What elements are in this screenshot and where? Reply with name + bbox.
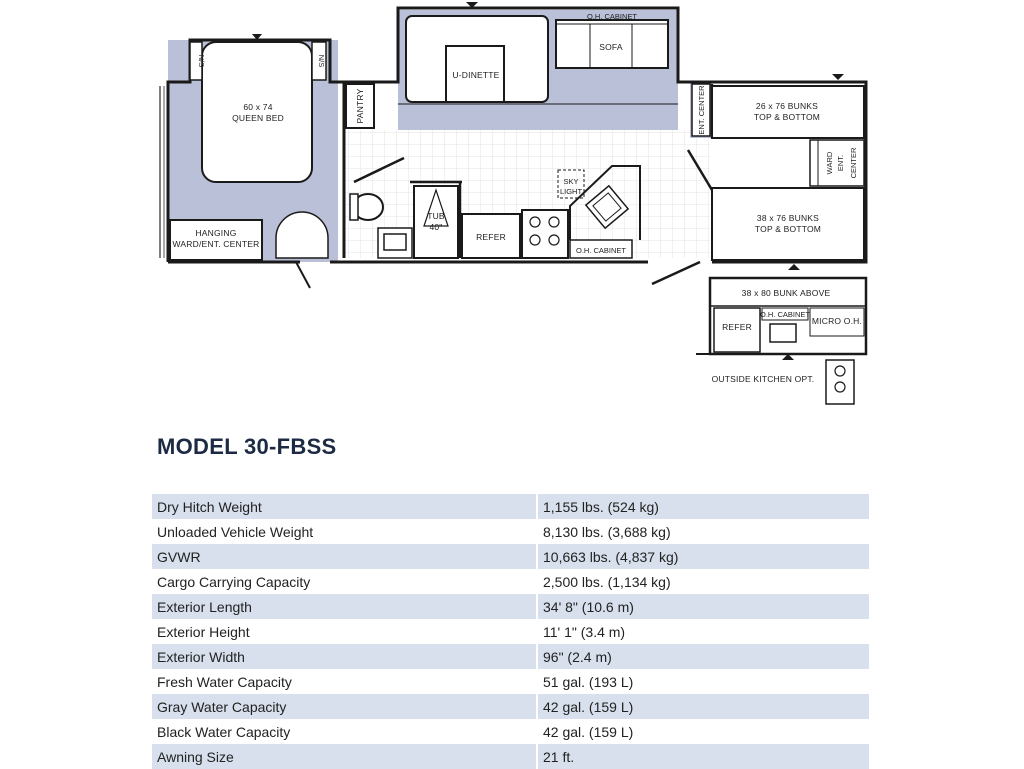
spec-label: Unloaded Vehicle Weight xyxy=(152,519,537,544)
door-swing xyxy=(296,262,310,288)
spec-label: Exterior Width xyxy=(152,644,537,669)
table-row xyxy=(152,644,869,669)
ent-center-label: ENT. CENTER xyxy=(697,85,706,135)
spec-label: Fresh Water Capacity xyxy=(152,669,537,694)
outside-kitchen-label: OUTSIDE KITCHEN OPT. xyxy=(711,374,815,384)
table-row xyxy=(152,719,869,744)
table-row xyxy=(152,744,869,769)
ward-center-label: CENTER xyxy=(849,147,858,179)
spec-label: Dry Hitch Weight xyxy=(152,494,537,519)
spec-value: 1,155 lbs. (524 kg) xyxy=(537,494,869,519)
oh-cabinet-kitchen-label: O.H. CABINET xyxy=(575,246,627,255)
spec-label: Cargo Carrying Capacity xyxy=(152,569,537,594)
oh-cabinet-top-label: O.H. CABINET xyxy=(586,12,638,21)
bunk-above-label: 38 x 80 BUNK ABOVE xyxy=(741,288,831,298)
bunks-top-size-label: 26 x 76 BUNKS xyxy=(755,101,819,111)
queen-bed-label: QUEEN BED xyxy=(232,113,284,123)
bunks-bottom-size-label: 38 x 76 BUNKS xyxy=(756,213,820,223)
table-row xyxy=(152,569,869,594)
sofa-label: SOFA xyxy=(599,42,623,52)
spec-value: 51 gal. (193 L) xyxy=(537,669,869,694)
refer-main-label: REFER xyxy=(476,232,506,242)
table-row xyxy=(152,594,869,619)
table-row xyxy=(152,669,869,694)
bunk-marker-top xyxy=(832,74,844,80)
spec-value: 10,663 lbs. (4,837 kg) xyxy=(537,544,869,569)
specs-table xyxy=(152,494,869,769)
spec-label: Black Water Capacity xyxy=(152,719,537,744)
table-row xyxy=(152,694,869,719)
bunks-bottom-tb-label: TOP & BOTTOM xyxy=(754,224,822,234)
spec-value: 42 gal. (159 L) xyxy=(537,719,869,744)
spec-value: 42 gal. (159 L) xyxy=(537,694,869,719)
specs-table-body xyxy=(152,494,869,769)
table-row xyxy=(152,519,869,544)
spec-value: 96" (2.4 m) xyxy=(537,644,869,669)
spec-label: Exterior Length xyxy=(152,594,537,619)
toilet-tank xyxy=(350,194,358,220)
bath-sink xyxy=(384,234,406,250)
bunks-top-tb-label: TOP & BOTTOM xyxy=(753,112,821,122)
queen-bed-size-label: 60 x 74 xyxy=(243,102,273,112)
table-row xyxy=(152,494,869,519)
spec-label: GVWR xyxy=(152,544,537,569)
queen-bed xyxy=(202,42,312,182)
outside-sink xyxy=(770,324,796,342)
oh-cabinet-outside-label: O.H. CABINET xyxy=(759,310,811,319)
bedroom-door-arch xyxy=(276,212,328,258)
stove xyxy=(522,210,568,258)
spec-value: 34' 8" (10.6 m) xyxy=(537,594,869,619)
spec-value: 11' 1" (3.4 m) xyxy=(537,619,869,644)
spec-value: 8,130 lbs. (3,688 kg) xyxy=(537,519,869,544)
refer-outside-label: REFER xyxy=(722,322,752,332)
pantry-label: PANTRY xyxy=(355,88,365,124)
bunk-marker-bottom xyxy=(788,264,800,270)
ward-ent-label: ENT. xyxy=(836,154,845,172)
spec-value: 2,500 lbs. (1,134 kg) xyxy=(537,569,869,594)
ns-right-label: N/S xyxy=(317,54,326,68)
u-dinette-label: U-DINETTE xyxy=(452,70,500,80)
table-row xyxy=(152,619,869,644)
hanging-label: HANGING xyxy=(195,228,237,238)
entry-door-swing xyxy=(652,262,700,284)
spec-label: Exterior Height xyxy=(152,619,537,644)
sky-label: SKY xyxy=(563,177,579,186)
light-label: LIGHT xyxy=(559,187,583,196)
spec-label: Awning Size xyxy=(152,744,537,769)
spec-label: Gray Water Capacity xyxy=(152,694,537,719)
tub-label: TUB xyxy=(427,211,445,221)
spec-value: 21 ft. xyxy=(537,744,869,769)
model-title: MODEL 30-FBSS xyxy=(157,434,337,459)
micro-oh-label: MICRO O.H. xyxy=(811,316,863,326)
ward-ent-center-label: WARD/ENT. CENTER xyxy=(172,239,260,249)
ns-left-label: N/S xyxy=(197,54,206,68)
table-row xyxy=(152,544,869,569)
ward-label: WARD xyxy=(825,151,834,175)
tub-size-label: 40" xyxy=(429,222,443,232)
